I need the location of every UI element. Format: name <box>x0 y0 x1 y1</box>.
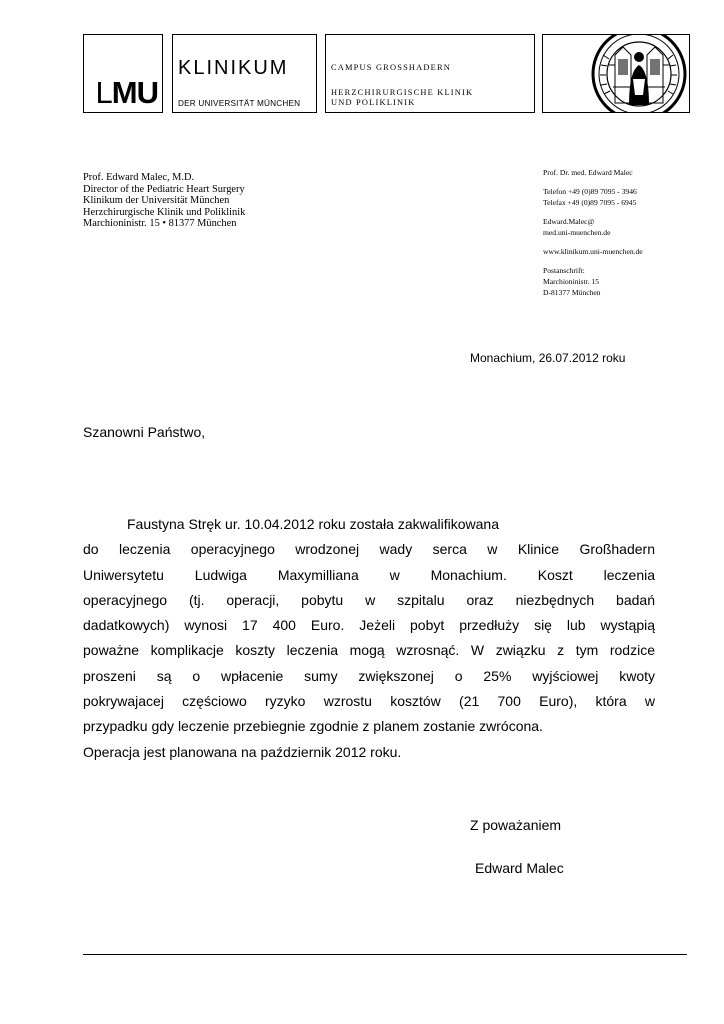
sender-line: Herzchirurgische Klinik und Poliklinik <box>83 206 246 218</box>
klinikum-title: KLINIKUM <box>178 57 289 79</box>
body-line: Faustyna Stręk ur. 10.04.2012 roku została zakwalifikowana <box>127 516 499 532</box>
klinikum-subtitle: DER UNIVERSITÄT MÜNCHEN <box>178 99 301 108</box>
telefon: Telefon +49 (0)89 7095 - 3946 <box>543 187 637 196</box>
body-line: przypadku gdy leczenie przebiegnie zgodnie z planem zostanie zwrócona. <box>83 718 543 735</box>
telefax: Telefax +49 (0)89 7095 - 6945 <box>543 198 637 207</box>
postal-label: Postanschrift: <box>543 266 585 275</box>
sender-address <box>83 172 245 230</box>
campus-name: CAMPUS GROSSHADERN <box>331 63 452 72</box>
lmu-logo-text: LMU <box>95 75 158 110</box>
letter-body <box>83 512 655 765</box>
footer-divider <box>83 954 687 955</box>
sender-line: Director of the Pediatric Heart Surgery <box>83 183 245 195</box>
sender-line: Klinikum der Universität München <box>83 195 230 207</box>
university-seal-icon <box>542 34 690 113</box>
body-line: do leczenia operacyjnego wrodzonej wady serca w Klinice Großhadern <box>83 541 655 558</box>
body-line: Uniwersytetu Ludwiga Maxymilliana w Monachium. Koszt leczenia <box>83 566 655 583</box>
body-line: Operacja jest planowana na październik 2012 roku. <box>83 743 402 760</box>
body-line: dadatkowych) wynosi 17 400 Euro. Jeżeli pobyt przedłuży się lub wystąpią <box>83 617 655 634</box>
contact-info <box>543 167 643 298</box>
letter-date: Monachium, 26.07.2012 roku <box>470 351 626 365</box>
lmu-logo <box>83 34 163 113</box>
body-line: poważne komplikacje koszty leczenia mogą wzrosnąć. W związku z tym rodzice <box>83 642 655 659</box>
body-line: pokrywajacej częściowo ryzyko wzrostu kosztów (21 700 Euro), która w <box>83 693 655 710</box>
sender-line: Prof. Edward Malec, M.D. <box>83 172 195 183</box>
email-line-2: med.uni-muenchen.de <box>543 228 611 237</box>
contact-name: Prof. Dr. med. Edward Malec <box>543 168 633 177</box>
postal-city: D-81377 München <box>543 288 601 297</box>
seal-graphic <box>543 35 690 113</box>
campus-department-box <box>325 34 535 113</box>
body-line: proszeni są o wpłacenie sumy zwiększonej o 25% wyjściowej kwoty <box>83 667 655 684</box>
body-line: operacyjnego (tj. operacji, pobytu w szpitalu oraz niezbędnych badań <box>83 591 655 608</box>
klinikum-logo <box>172 34 317 113</box>
signature: Edward Malec <box>475 860 564 876</box>
email-line-1: Edward.Malec@ <box>543 217 595 226</box>
sender-line: Marchioninistr. 15 • 81377 München <box>83 218 237 230</box>
department-line-1: HERZCHIRURGISCHE KLINIK <box>331 88 474 97</box>
website: www.klinikum.uni-muenchen.de <box>543 247 643 256</box>
department-line-2: UND POLIKLINIK <box>331 98 416 107</box>
salutation: Szanowni Państwo, <box>83 424 206 440</box>
postal-street: Marchioninistr. 15 <box>543 277 600 286</box>
closing: Z poważaniem <box>470 817 562 833</box>
